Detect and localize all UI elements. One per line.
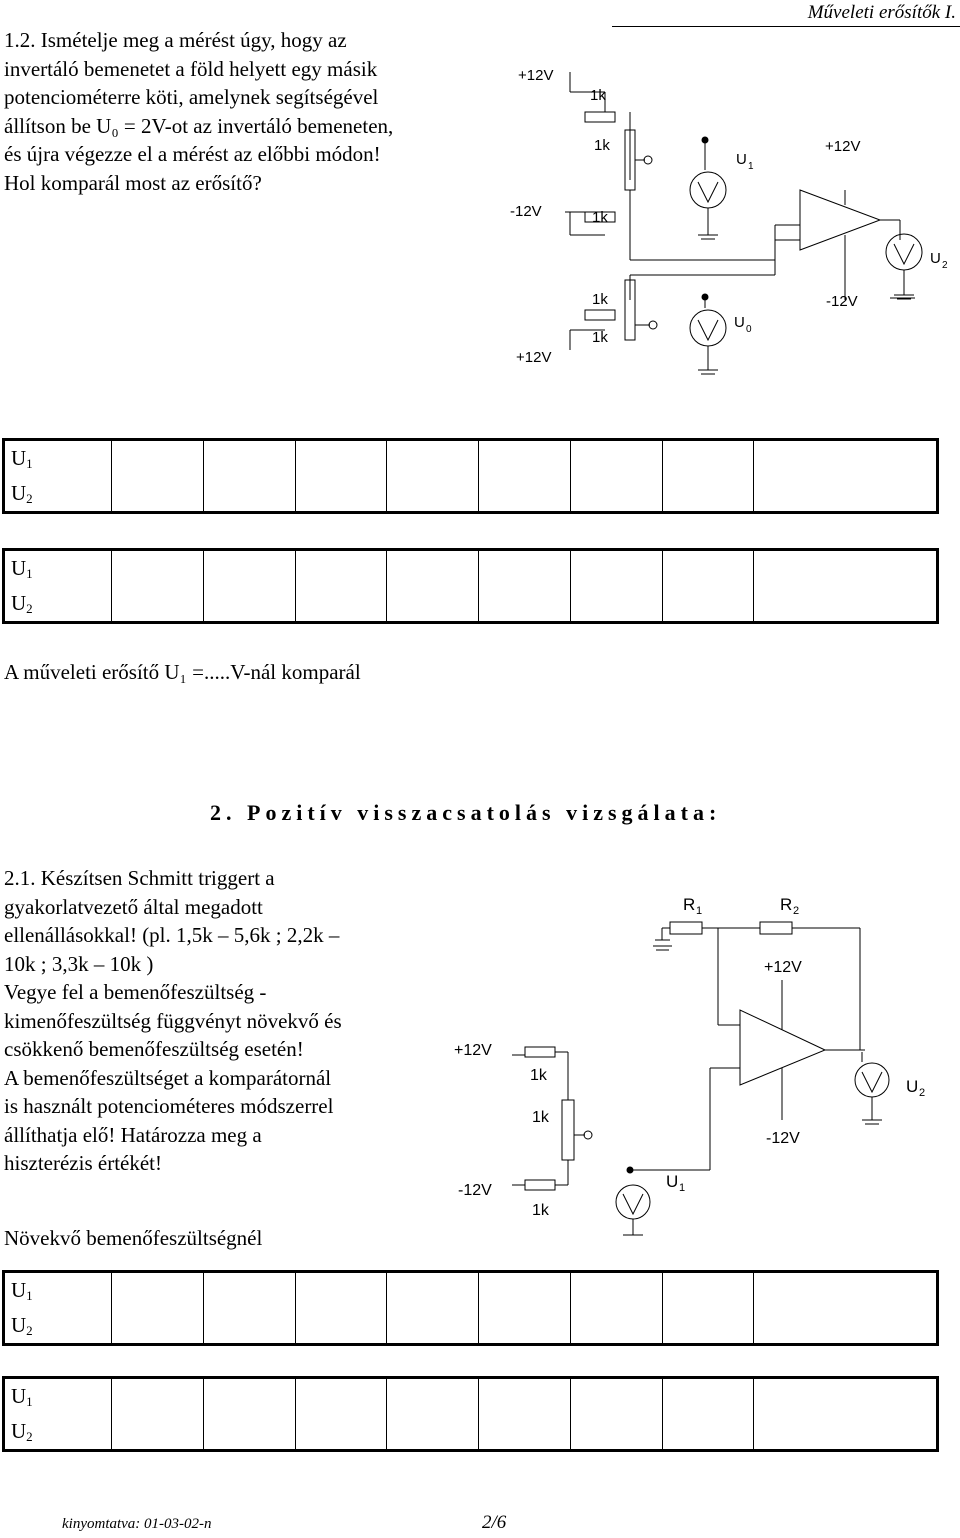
task-2-1-text xyxy=(4,864,404,1178)
voltage-label-sub: 1 xyxy=(679,1182,686,1194)
table-cell[interactable] xyxy=(203,550,295,587)
task-2-1-line: gyakorlatvezető által megadott xyxy=(4,894,263,919)
task-1-2-line: 1.2. Ismételje meg a mérést úgy, hogy az xyxy=(4,28,347,52)
table-cell[interactable] xyxy=(387,1308,479,1345)
table-cell[interactable] xyxy=(112,586,204,623)
table-cell[interactable] xyxy=(662,586,754,623)
table-cell[interactable] xyxy=(112,476,204,513)
voltage-label: U xyxy=(734,314,745,331)
schmitt-trigger-circuit-diagram xyxy=(440,880,960,1240)
voltage-label: U xyxy=(930,250,941,267)
table-cell[interactable] xyxy=(203,1308,295,1345)
table-cell[interactable] xyxy=(387,476,479,513)
resistor-r2-icon xyxy=(760,922,792,934)
table-cell[interactable] xyxy=(203,1378,295,1415)
table-cell[interactable] xyxy=(203,586,295,623)
voltage-label-sub: 2 xyxy=(919,1087,926,1099)
supply-label: +12V xyxy=(516,349,552,366)
resistor-label-sub: 1 xyxy=(696,905,703,917)
header-rule xyxy=(612,26,960,27)
table-cell[interactable] xyxy=(662,1308,754,1345)
table-cell[interactable] xyxy=(754,550,938,587)
task-2-1-line: A bemenőfeszültséget a komparátornál xyxy=(4,1065,332,1090)
comparator-result-line: A műveleti erősítő U₁ =.....V-nál komparál xyxy=(4,660,361,684)
resistor-label: 1k xyxy=(590,87,606,104)
table-cell[interactable] xyxy=(479,550,571,587)
table-cell[interactable] xyxy=(570,476,662,513)
task-2-1-line: is használt potenciométeres módszerrel xyxy=(4,1094,334,1118)
table-cell[interactable] xyxy=(754,1414,938,1451)
task-1-2-line: és újra végezze el a mérést az előbbi módon! xyxy=(4,142,381,166)
resistor-icon xyxy=(525,1180,555,1190)
task-2-1-line: kimenőfeszültség függvényt növekvő és xyxy=(4,1008,342,1033)
row-label-u2: $U_2$ xyxy=(4,586,112,623)
resistor-icon xyxy=(525,1047,555,1057)
measurement-table-3 xyxy=(2,1270,939,1346)
task-1-2-line: invertáló bemenetet a föld helyett egy másik xyxy=(4,56,378,81)
resistor-label: 1k xyxy=(592,291,608,308)
supply-label: -12V xyxy=(826,293,858,310)
resistor-label: 1k xyxy=(532,1202,549,1219)
table-cell[interactable] xyxy=(570,1378,662,1415)
table-cell[interactable] xyxy=(479,1272,571,1309)
measurement-table-2 xyxy=(2,548,939,624)
resistor-label: 1k xyxy=(592,329,608,346)
supply-label: +12V xyxy=(764,959,802,976)
table-cell[interactable] xyxy=(387,1272,479,1309)
task-2-1-line: állíthatja elő! Határozza meg a xyxy=(4,1122,262,1147)
table-cell[interactable] xyxy=(570,440,662,477)
table-cell[interactable] xyxy=(754,476,938,513)
supply-label: +12V xyxy=(518,67,554,84)
row-label-u1: $U_1$ xyxy=(4,1378,112,1415)
voltage-label-sub: 2 xyxy=(942,260,948,271)
table-cell[interactable] xyxy=(203,1272,295,1309)
row-label-u2: $U_2$ xyxy=(4,1308,112,1345)
row-label-u2: $U_2$ xyxy=(4,1414,112,1451)
supply-label: +12V xyxy=(454,1042,492,1059)
supply-label: -12V xyxy=(510,203,542,220)
table-cell[interactable] xyxy=(112,1272,204,1309)
voltage-label: U xyxy=(666,1172,679,1191)
resistor-r1-icon xyxy=(670,922,702,934)
supply-label: +12V xyxy=(825,138,861,155)
table-cell[interactable] xyxy=(662,1414,754,1451)
table-cell[interactable] xyxy=(295,440,387,477)
table-cell[interactable] xyxy=(570,586,662,623)
voltage-label-sub: 0 xyxy=(746,324,752,335)
table-cell[interactable] xyxy=(203,476,295,513)
table-cell[interactable] xyxy=(295,586,387,623)
table-cell[interactable] xyxy=(754,1272,938,1309)
table-cell[interactable] xyxy=(570,1414,662,1451)
resistor-label: R xyxy=(683,895,696,914)
table-cell[interactable] xyxy=(662,1272,754,1309)
table-cell[interactable] xyxy=(479,1414,571,1451)
task-1-2-line: Hol komparál most az erősítő? xyxy=(4,170,262,195)
resistor-label: 1k xyxy=(592,209,608,226)
table-cell[interactable] xyxy=(662,440,754,477)
task-2-1-line: Vegye fel a bemenőfeszültség - xyxy=(4,980,267,1004)
page-number: 2/6 xyxy=(482,1512,507,1533)
table-cell[interactable] xyxy=(387,586,479,623)
table-cell[interactable] xyxy=(112,440,204,477)
section-2-title: 2. Pozitív visszacsatolás vizsgálata: xyxy=(210,800,722,825)
table-cell[interactable] xyxy=(295,1414,387,1451)
row-label-u1: $U_1$ xyxy=(4,440,112,477)
op-amp-icon xyxy=(800,190,880,250)
table-cell[interactable] xyxy=(387,440,479,477)
comparator-circuit-diagram xyxy=(490,40,960,390)
table-cell[interactable] xyxy=(112,550,204,587)
resistor-icon xyxy=(585,112,615,122)
table-cell[interactable] xyxy=(112,1414,204,1451)
table-cell[interactable] xyxy=(295,1378,387,1415)
resistor-label: 1k xyxy=(594,137,610,154)
table-cell[interactable] xyxy=(570,1308,662,1345)
supply-label: -12V xyxy=(458,1182,492,1199)
page-header-title: Műveleti erősítők I. xyxy=(807,2,956,23)
table-cell[interactable] xyxy=(387,1378,479,1415)
table-cell[interactable] xyxy=(295,476,387,513)
table-cell[interactable] xyxy=(754,586,938,623)
voltage-label-sub: 1 xyxy=(748,161,754,172)
task-2-1-line: csökkenő bemenőfeszültség esetén! xyxy=(4,1037,304,1061)
table-cell[interactable] xyxy=(387,1414,479,1451)
table-cell[interactable] xyxy=(662,1378,754,1415)
resistor-icon xyxy=(585,310,615,320)
table-cell[interactable] xyxy=(203,1414,295,1451)
table-cell[interactable] xyxy=(387,550,479,587)
resistor-label: 1k xyxy=(532,1109,549,1126)
row-label-u1: $U_1$ xyxy=(4,1272,112,1309)
table-cell[interactable] xyxy=(295,550,387,587)
table-cell[interactable] xyxy=(754,1308,938,1345)
table-cell[interactable] xyxy=(570,550,662,587)
potentiometer-icon xyxy=(562,1100,574,1160)
task-1-2-text xyxy=(4,26,462,197)
measurement-table-1 xyxy=(2,438,939,514)
row-label-u2: $U_2$ xyxy=(4,476,112,513)
table-cell[interactable] xyxy=(754,440,938,477)
table-cell[interactable] xyxy=(479,476,571,513)
table-cell[interactable] xyxy=(479,1378,571,1415)
increasing-input-label: Növekvő bemenőfeszültségnél xyxy=(4,1226,263,1250)
task-1-2-line: állítson be U₀ = 2V-ot az invertáló bemeneten, xyxy=(4,113,394,138)
supply-label: -12V xyxy=(766,1130,800,1147)
task-1-2-line: potenciométerre köti, amelynek segítségével xyxy=(4,85,379,109)
table-cell[interactable] xyxy=(479,586,571,623)
print-code: kinyomtatva: 01-03-02-n xyxy=(62,1516,212,1532)
voltage-label: U xyxy=(906,1077,919,1096)
table-cell[interactable] xyxy=(479,440,571,477)
task-2-1-line: 10k ; 3,3k – 10k ) xyxy=(4,951,154,976)
resistor-label-sub: 2 xyxy=(793,905,800,917)
table-cell[interactable] xyxy=(295,1308,387,1345)
row-label-u1: $U_1$ xyxy=(4,550,112,587)
task-2-1-line: hiszterézis értékét! xyxy=(4,1151,162,1175)
voltage-label: U xyxy=(736,151,747,168)
table-cell[interactable] xyxy=(662,550,754,587)
table-cell[interactable] xyxy=(754,1378,938,1415)
table-cell[interactable] xyxy=(203,440,295,477)
resistor-label: 1k xyxy=(530,1067,547,1084)
resistor-label: R xyxy=(780,895,793,914)
table-cell[interactable] xyxy=(479,1308,571,1345)
table-cell[interactable] xyxy=(662,476,754,513)
measurement-table-4 xyxy=(2,1376,939,1452)
table-cell[interactable] xyxy=(112,1308,204,1345)
task-2-1-line: ellenállásokkal! (pl. 1,5k – 5,6k ; 2,2k – xyxy=(4,923,340,947)
table-cell[interactable] xyxy=(570,1272,662,1309)
task-2-1-line: 2.1. Készítsen Schmitt triggert a xyxy=(4,866,275,890)
table-cell[interactable] xyxy=(112,1378,204,1415)
table-cell[interactable] xyxy=(295,1272,387,1309)
